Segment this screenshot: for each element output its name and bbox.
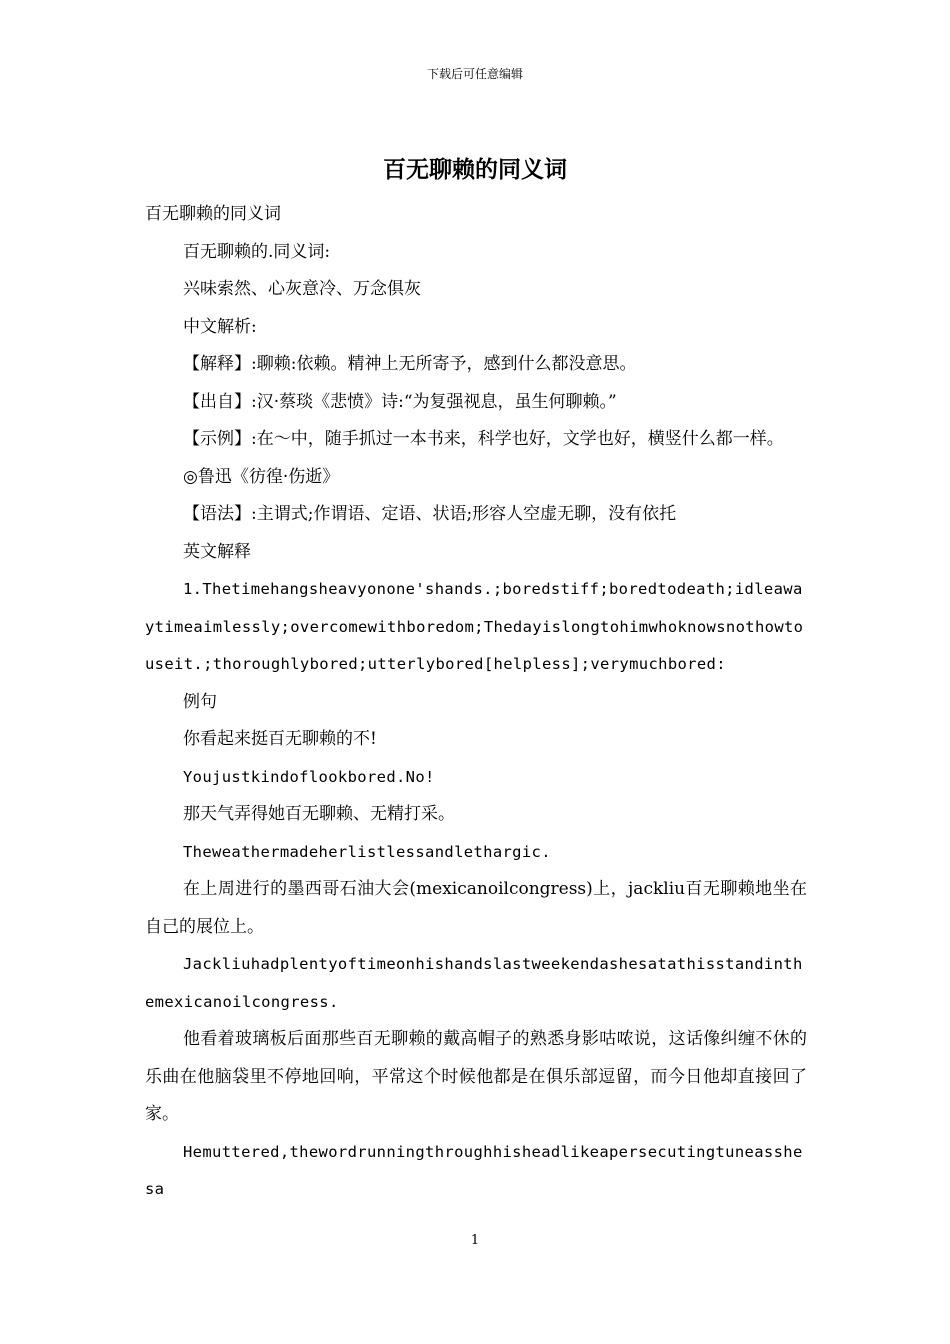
page-number: 1 — [470, 1233, 480, 1248]
example-sentence-en-4: Hemuttered,thewordrunningthroughhisheadlikeapersecutingtuneasshesa — [145, 1142, 803, 1198]
document-body — [145, 196, 807, 1209]
example-sentence-en-3: Jackliuhadplentyoftimeonhishandslastweekendashesatathisstandinthemexicanoilcongress. — [145, 955, 803, 1011]
example-paragraph: 【示例】:在～中，随手抓过一本书来，科学也好，文学也好，横竖什么都一样。 — [183, 429, 784, 449]
citation-paragraph: ◎鲁迅《彷徨·伤逝》 — [183, 466, 340, 487]
synonym-heading: 百无聊赖的.同义词: — [183, 241, 331, 262]
document-title: 百无聊赖的同义词 — [383, 156, 567, 183]
example-sentence-zh-2: 那天气弄得她百无聊赖、无精打采。 — [183, 804, 455, 824]
grammar-paragraph: 【语法】:主谓式;作谓语、定语、状语;形容人空虚无聊，没有依托 — [183, 504, 677, 524]
subtitle-line: 百无聊赖的同义词 — [145, 204, 281, 224]
explanation-paragraph: 【解释】:聊赖:依赖。精神上无所寄予，感到什么都没意思。 — [183, 354, 637, 374]
synonym-list: 兴味索然、心灰意冷、万念俱灰 — [183, 279, 421, 299]
example-sentence-zh-1: 你看起来挺百无聊赖的不! — [183, 729, 377, 749]
example-sentence-en-1: Youjustkindoflookbored.No! — [183, 767, 435, 786]
example-sentence-zh-4: 他看着玻璃板后面那些百无聊赖的戴高帽子的熟悉身影咕哝说，这话像纠缠不休的乐曲在他脑袋里不停地回响，平常这个时候他都是在俱乐部逗留，而今日他却直接回了家。 — [145, 1029, 807, 1124]
page-header-note: 下载后可任意编辑 — [426, 67, 523, 81]
chinese-analysis-heading: 中文解析: — [183, 316, 257, 337]
source-paragraph: 【出自】:汉·蔡琰《悲愤》诗:“为复强视息，虽生何聊赖。” — [183, 391, 617, 412]
example-sentence-en-2: Theweathermadeherlistlessandlethargic. — [183, 842, 551, 861]
example-sentences-heading: 例句 — [183, 691, 217, 712]
example-sentence-zh-3: 在上周进行的墨西哥石油大会(mexicanoilcongress)上，jackliu百无聊赖地坐在自己的展位上。 — [145, 879, 807, 937]
english-definitions-paragraph: 1.Thetimehangsheavyonone'shands.;boredstiff;boredtodeath;idleawaytimeaimlessly;overcomewithboredom;Thedayislongtohimwhoknowsnothowtouseit.;thoroughlybored;utterlybored[helpless];verymuchbored: — [145, 580, 804, 673]
english-explanation-heading: 英文解释 — [183, 541, 251, 562]
